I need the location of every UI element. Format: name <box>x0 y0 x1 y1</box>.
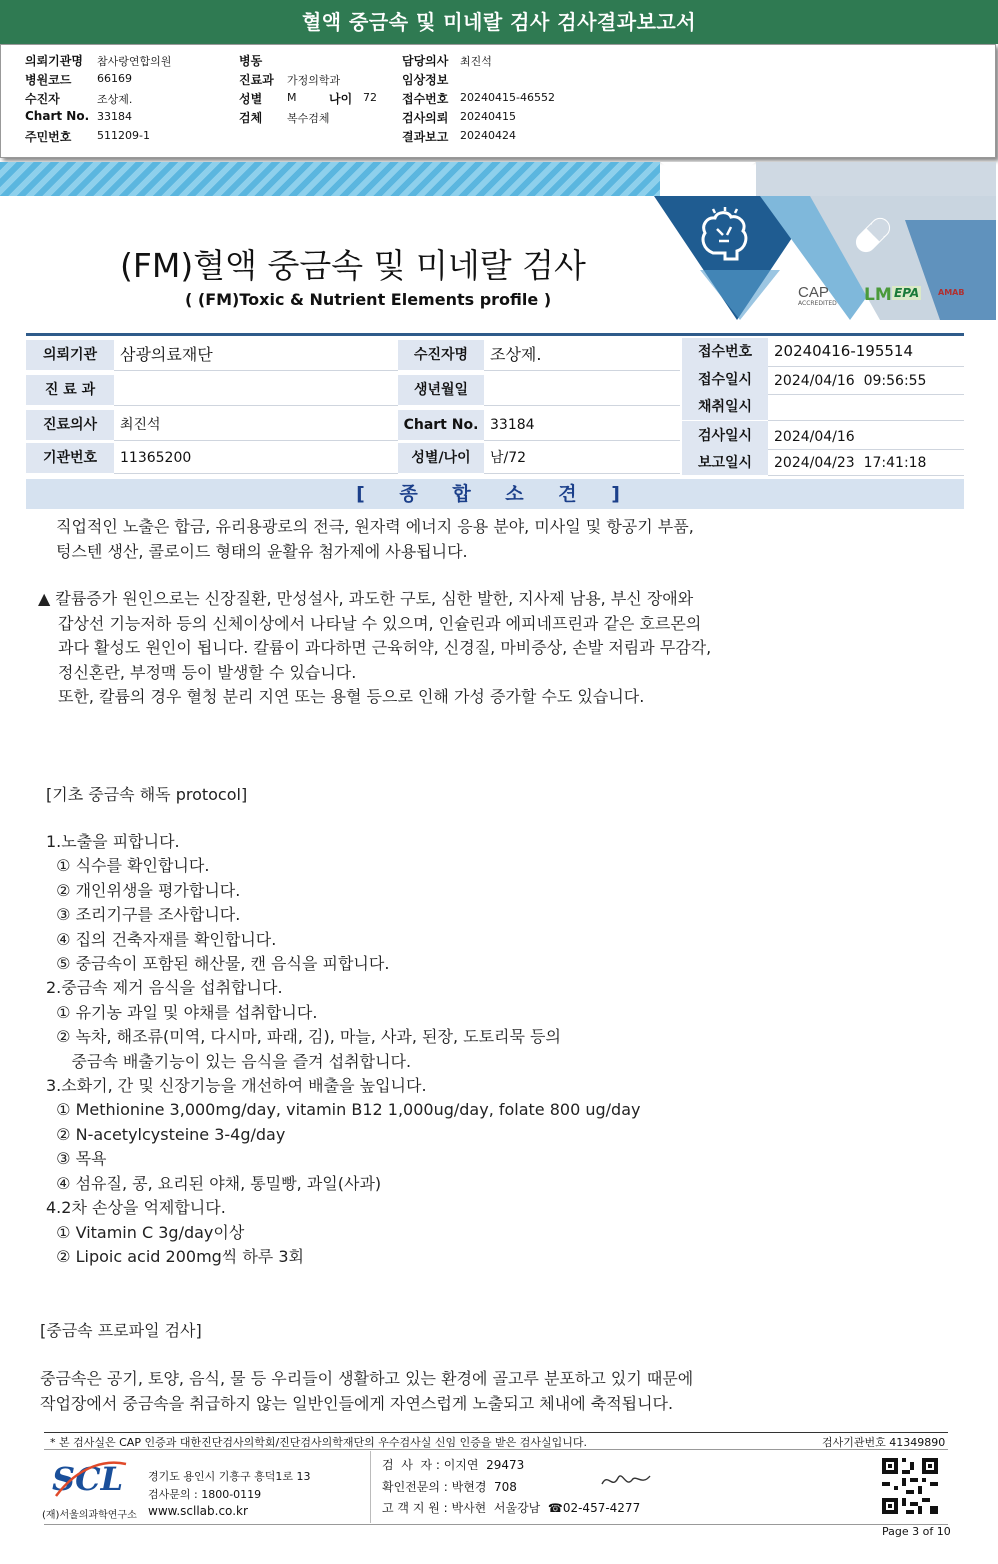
protocol-item: ② Lipoic acid 200mg씩 하루 3회 <box>46 1246 304 1266</box>
info-label: 검체 <box>239 111 263 125</box>
banner-grey-band <box>756 162 996 196</box>
report-title: 혈액 중금속 및 미네랄 검사 검사결과보고서 <box>0 0 998 44</box>
protocol-item: 3.소화기, 간 및 신장기능을 개선하여 배출을 높입니다. <box>46 1076 427 1096</box>
protocol-item: ⑤ 중금속이 포함된 해산물, 캔 음식을 피합니다. <box>46 954 390 974</box>
protocol-item: 1.노출을 피합니다. <box>46 832 180 851</box>
protocol-item: ① Vitamin C 3g/day이상 <box>46 1222 245 1242</box>
protocol-item: ② 개인위생을 평가합니다. <box>46 880 241 900</box>
agency-number: 검사기관번호 41349890 <box>822 1436 946 1449</box>
table-value <box>484 375 680 406</box>
lab-address: 경기도 용인시 기흥구 흥덕1로 13 <box>148 1470 311 1483</box>
scl-logo: SCL <box>52 1460 124 1498</box>
info-value: 최진석 <box>460 55 492 68</box>
summary-line: 정신혼란, 부정맥 등이 발생할 수 있습니다. <box>58 662 357 682</box>
table-label: 보고일시 <box>682 449 768 475</box>
profile-line: 작업장에서 중금속을 취급하지 않는 일반인들에게 자연스럽게 노출되고 체내에 축적됩니다. <box>40 1394 674 1413</box>
profile-title: [중금속 프로파일 검사] <box>40 1321 202 1340</box>
summary-line: 또한, 칼륨의 경우 혈청 분리 지연 또는 용혈 등으로 인해 가성 증가할 수도 있습니다. <box>58 687 645 706</box>
info-label: 의뢰기관명 <box>25 54 83 68</box>
table-value: 11365200 <box>114 443 398 474</box>
table-value: 20240416-195514 <box>768 338 964 367</box>
cap-accredited-text: ACCREDITED <box>798 300 837 307</box>
summary-paragraph-1 <box>56 514 694 564</box>
summary-paragraph-2 <box>38 587 711 710</box>
protocol-item: ① 유기농 과일 및 야채를 섭취합니다. <box>46 1002 318 1022</box>
capsule-icon <box>848 210 898 260</box>
info-label: 접수번호 <box>402 92 449 106</box>
summary-line: ▲ 칼륨증가 원인으로는 신장질환, 만성설사, 과도한 구토, 심한 발한, 지사제 남용, 부신 장애와 <box>38 589 694 608</box>
table-value: 33184 <box>484 410 680 441</box>
table-label: 의뢰기관 <box>26 340 114 370</box>
table-label: 진 료 과 <box>26 375 114 405</box>
info-label: 성별 <box>239 92 263 106</box>
profile-line: 중금속은 공기, 토양, 음식, 물 등 우리들이 생활하고 있는 환경에 골고루 분포하고 있기 때문에 <box>40 1369 694 1388</box>
age-value: 72 <box>363 91 377 104</box>
footer-rule-2 <box>44 1449 948 1450</box>
info-label: 진료과 <box>239 73 274 87</box>
info-value: 참사랑연합의원 <box>97 55 172 68</box>
page-number: Page 3 of 10 <box>882 1525 951 1538</box>
info-label: 담당의사 <box>402 54 449 68</box>
lab-phone: 검사문의 : 1800-0119 <box>148 1488 262 1501</box>
protocol-item: ② N-acetylcysteine 3-4g/day <box>46 1124 286 1144</box>
amab-logo: AMAB <box>938 288 965 297</box>
customer-support: 고 객 지 원 : 박사현 서울강남 ☎02-457-4277 <box>382 1501 641 1515</box>
table-label: 생년월일 <box>398 375 484 405</box>
scl-logo-swoosh <box>50 1456 130 1500</box>
epa-logo: EPA <box>894 286 920 300</box>
info-column-1 <box>25 52 225 147</box>
table-value: 삼광의료재단 <box>114 340 398 371</box>
protocol-item: ④ 섬유질, 콩, 요리된 야채, 통밀빵, 과일(사과) <box>46 1173 382 1193</box>
info-value: 511209-1 <box>97 129 150 142</box>
table-value <box>114 375 398 406</box>
table-label: 접수번호 <box>682 338 768 366</box>
protocol-item: ③ 조리기구를 조사합니다. <box>46 905 241 925</box>
table-top-rule <box>26 333 964 336</box>
table-label: 성별/나이 <box>398 443 484 473</box>
table-label: 기관번호 <box>26 443 114 473</box>
summary-line: 갑상선 기능저하 등의 신체이상에서 나타날 수 있으며, 인슐린과 에피네프린과 같은 호르몬의 <box>58 613 702 633</box>
qr-code-icon <box>882 1458 938 1514</box>
info-label: 병원코드 <box>25 73 72 87</box>
profile-paragraph <box>40 1366 693 1416</box>
protocol-item: ③ 목욕 <box>46 1149 107 1169</box>
protocol-item: 4.2차 손상을 억제합니다. <box>46 1198 226 1218</box>
summary-line: 텅스텐 생산, 콜로이드 형태의 윤활유 첨가제에 사용됩니다. <box>56 542 468 561</box>
table-label: 진료의사 <box>26 410 114 440</box>
protocol-list <box>46 830 640 1269</box>
table-label: Chart No. <box>398 410 484 440</box>
table-value: 2024/04/16 09:56:55 <box>768 366 964 395</box>
info-label: 주민번호 <box>25 130 72 144</box>
info-label: 병동 <box>239 54 263 68</box>
summary-heading: [ 종 합 소 견 ] <box>26 479 964 509</box>
certification-logos <box>798 284 965 312</box>
test-title: (FM)혈액 중금속 및 미네랄 검사 <box>120 246 586 285</box>
info-label: 검사의뢰 <box>402 111 449 125</box>
brain-icon <box>695 205 755 265</box>
table-value: 최진석 <box>114 410 398 441</box>
table-value: 2024/04/23 17:41:18 <box>768 449 964 476</box>
protocol-item: ① Methionine 3,000mg/day, vitamin B12 1,000ug/day, folate 800 ug/day <box>46 1100 641 1120</box>
report-info-box <box>0 44 996 158</box>
table-label: 검사일시 <box>682 421 768 449</box>
info-value: M <box>287 91 297 104</box>
protocol-title: [기초 중금속 해독 protocol] <box>46 785 248 804</box>
cap-logo: CAP <box>798 284 829 301</box>
info-value: 20240424 <box>460 129 516 142</box>
info-value: 20240415 <box>460 110 516 123</box>
signature <box>598 1468 654 1494</box>
info-value: 66169 <box>97 72 132 85</box>
protocol-item: ① 식수를 확인합니다. <box>46 856 210 876</box>
table-label: 접수일시 <box>682 366 768 394</box>
test-subtitle: ( (FM)Toxic & Nutrient Elements profile ) <box>185 290 552 309</box>
lm-logo: LM <box>864 285 892 305</box>
info-label: 임상정보 <box>402 73 449 87</box>
table-value: 조상제. <box>484 340 680 371</box>
protocol-item: 중금속 배출기능이 있는 음식을 즐겨 섭취합니다. <box>46 1051 412 1071</box>
table-value: 남/72 <box>484 443 680 474</box>
info-value: 가정의학과 <box>287 74 341 87</box>
info-value: 20240415-46552 <box>460 91 555 104</box>
summary-line: 직업적인 노출은 합금, 유리용광로의 전극, 원자력 에너지 응용 분야, 미사일 및 항공기 부품, <box>56 517 694 536</box>
table-value <box>768 394 964 421</box>
confirming-specialist: 확인전문의 : 박현경 708 <box>382 1480 517 1494</box>
tester: 검 사 자 : 이지연 29473 <box>382 1458 525 1472</box>
protocol-item: ② 녹차, 해조류(미역, 다시마, 파래, 김), 마늘, 사과, 된장, 도토리묵 등의 <box>46 1027 561 1047</box>
info-value: 복수검체 <box>287 112 330 125</box>
info-label: Chart No. <box>25 109 90 123</box>
protocol-item: ④ 집의 건축자재를 확인합니다. <box>46 929 277 949</box>
info-value: 33184 <box>97 110 132 123</box>
table-label: 수진자명 <box>398 340 484 370</box>
summary-line: 과다 활성도 원인이 됩니다. 칼륨이 과다하면 근육허약, 신경질, 마비증상, 손발 저림과 무감각, <box>58 638 712 657</box>
info-label: 결과보고 <box>402 130 449 144</box>
age-label: 나이 <box>329 92 353 106</box>
info-value: 조상제. <box>97 93 133 106</box>
table-value: 2024/04/16 <box>768 421 964 450</box>
info-label: 수진자 <box>25 92 60 106</box>
info-column-2 <box>239 52 399 128</box>
table-label: 채취일시 <box>682 394 768 420</box>
banner-stripe <box>0 162 660 196</box>
footer-rule <box>44 1432 948 1433</box>
footer-notice: * 본 검사실은 CAP 인증과 대한진단검사의학회/진단검사의학재단의 우수검사실 신임 인증을 받은 검사실입니다. <box>50 1436 588 1449</box>
info-column-3 <box>402 52 602 147</box>
lab-website[interactable]: www.scllab.co.kr <box>148 1504 248 1518</box>
scl-logo-subtitle: (재)서울의과학연구소 <box>42 1510 137 1521</box>
protocol-item: 2.중금속 제거 음식을 섭취합니다. <box>46 978 283 998</box>
